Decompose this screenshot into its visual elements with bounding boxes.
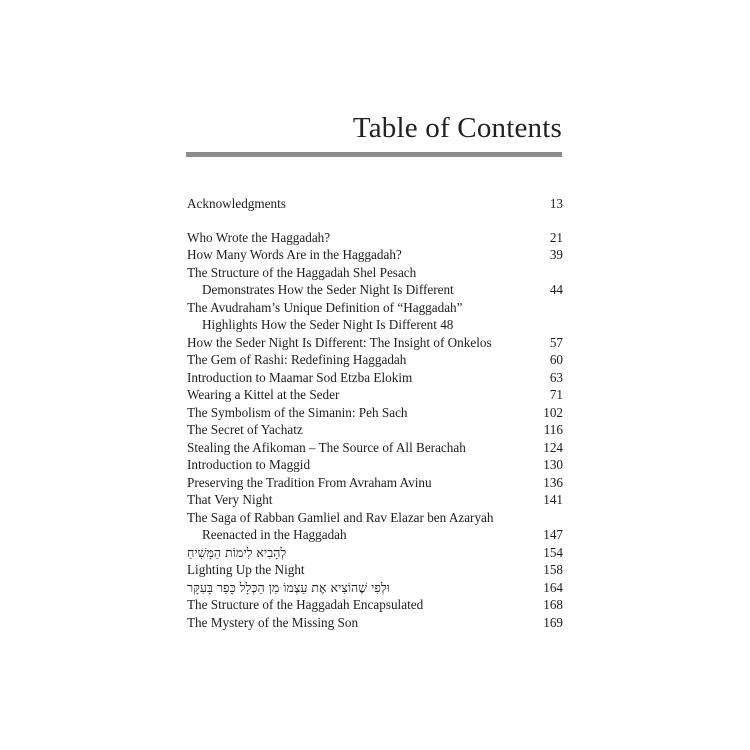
toc-entry-title: וּלְפִי שֶׁהוֹצִיא אֶת עַצְמוֹ מִן הַכְּלָל כָּפַר בָּעִקָּר xyxy=(187,579,390,595)
toc-entry[interactable] xyxy=(187,456,563,474)
toc-entry[interactable] xyxy=(187,369,563,387)
toc-entry-page: 116 xyxy=(543,422,563,437)
toc-entry-page: 154 xyxy=(543,544,563,560)
toc-entry-title: The Symbolism of the Simanin: Peh Sach xyxy=(187,404,408,420)
toc-entry[interactable] xyxy=(187,421,563,439)
title-divider xyxy=(186,152,562,157)
toc-entry[interactable] xyxy=(187,561,563,579)
toc-entry-title: Introduction to Maggid xyxy=(187,457,311,472)
toc-entry[interactable] xyxy=(187,491,563,509)
toc-entry-page: 147 xyxy=(543,527,563,542)
toc-entry[interactable] xyxy=(187,439,563,457)
toc-entry[interactable] xyxy=(187,229,563,247)
toc-entry-page: 57 xyxy=(549,334,563,350)
toc-entry-page: 71 xyxy=(549,387,563,402)
toc-entry-page: 13 xyxy=(549,196,563,211)
toc-entry-page: 60 xyxy=(549,352,563,367)
toc-entry-hebrew[interactable] xyxy=(187,544,563,562)
toc-entry-title: How the Seder Night Is Different: The Insight of Onkelos xyxy=(187,334,492,350)
toc-entry-continuation[interactable] xyxy=(187,281,563,299)
toc-entry-page: 39 xyxy=(549,247,563,262)
toc-entry-page: 141 xyxy=(543,492,563,507)
toc-entry[interactable] xyxy=(187,195,563,213)
toc-entry-page: 169 xyxy=(543,614,563,630)
toc-entry-title: Introduction to Maamar Sod Etzba Elokim xyxy=(187,369,413,385)
toc-entry-title: How Many Words Are in the Haggadah? xyxy=(187,247,402,262)
toc-entry[interactable] xyxy=(187,386,563,404)
toc-entry[interactable] xyxy=(187,351,563,369)
toc-entry-title: Lighting Up the Night xyxy=(187,562,305,577)
toc-entry-title: The Avudraham’s Unique Definition of “Haggadah” xyxy=(187,299,463,315)
toc-entry[interactable] xyxy=(187,299,563,317)
toc-entry[interactable] xyxy=(187,509,563,527)
toc-entry[interactable] xyxy=(187,596,563,614)
table-of-contents xyxy=(187,195,563,631)
toc-entry-page: 63 xyxy=(549,369,563,385)
page-title: Table of Contents xyxy=(352,112,562,144)
toc-entry-title: Stealing the Afikoman – The Source of All Berachah xyxy=(187,439,466,455)
toc-entry-title: Preserving the Tradition From Avraham Avinu xyxy=(187,474,432,490)
toc-entry-page: 44 xyxy=(549,282,563,297)
toc-entry-page: 164 xyxy=(543,579,563,595)
toc-entry-page: 102 xyxy=(543,404,563,420)
toc-entry-title: Reenacted in the Haggadah xyxy=(202,527,347,542)
toc-entry-title: The Mystery of the Missing Son xyxy=(187,614,359,630)
toc-entry-title: Demonstrates How the Seder Night Is Different xyxy=(202,282,454,297)
toc-entry-page: 158 xyxy=(543,562,563,577)
toc-entry[interactable] xyxy=(187,404,563,422)
toc-entry[interactable] xyxy=(187,246,563,264)
toc-entry-title: The Saga of Rabban Gamliel and Rav Elazar ben Azaryah xyxy=(187,509,494,525)
toc-entry[interactable] xyxy=(187,264,563,282)
toc-entry-title: That Very Night xyxy=(187,492,273,507)
toc-entry-page: 124 xyxy=(543,439,563,455)
toc-entry-continuation[interactable] xyxy=(187,526,563,544)
toc-entry-title: The Secret of Yachatz xyxy=(187,422,303,437)
toc-entry[interactable] xyxy=(187,614,563,632)
toc-entry-title: Acknowledgments xyxy=(187,196,286,211)
toc-entry-title: לְהָבִיא לִימוֹת הַמָּשִׁיחַ xyxy=(187,544,287,560)
toc-entry-hebrew[interactable] xyxy=(187,579,563,597)
toc-entry-title: Wearing a Kittel at the Seder xyxy=(187,387,340,402)
toc-entry-title: The Gem of Rashi: Redefining Haggadah xyxy=(187,352,407,367)
toc-entry-page: 136 xyxy=(543,474,563,490)
toc-entry[interactable] xyxy=(187,474,563,492)
toc-entry-title: The Structure of the Haggadah Encapsulated xyxy=(187,597,424,612)
toc-entry-title: The Structure of the Haggadah Shel Pesach xyxy=(187,264,417,280)
toc-entry-continuation[interactable] xyxy=(187,316,563,334)
toc-entry-page: 130 xyxy=(543,457,563,472)
toc-entry-title: Highlights How the Seder Night Is Different 48 xyxy=(202,317,454,332)
toc-entry-page: 168 xyxy=(543,597,563,612)
toc-entry[interactable] xyxy=(187,334,563,352)
toc-entry-title: Who Wrote the Haggadah? xyxy=(187,229,331,245)
toc-entry-page: 21 xyxy=(549,229,563,245)
